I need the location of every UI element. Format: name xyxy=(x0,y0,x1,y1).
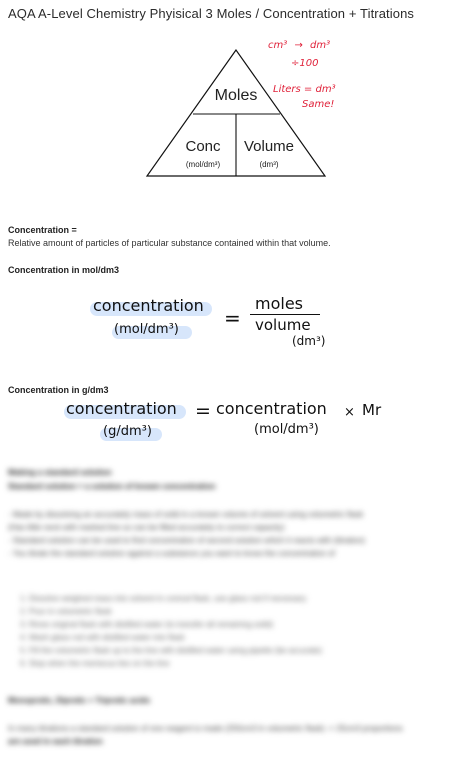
annotation-same: Same! xyxy=(302,99,335,110)
formula-mol-left-top: concentration xyxy=(93,296,204,315)
blurred-step-6: 6. Stop when the meniscus lies on the line xyxy=(20,659,170,668)
triangle-moles-label: Moles xyxy=(214,87,258,104)
blurred-content xyxy=(0,462,474,776)
annotation-arrow: → xyxy=(294,40,303,51)
concentration-definition: Relative amount of particles of particular substance contained within that volume. xyxy=(8,238,331,248)
formula-mol-numerator: moles xyxy=(255,294,303,313)
blurred-para-1: - Made by dissolving an accurately mass of solid in a known volume of solvent using volumetric flask xyxy=(8,510,364,519)
formula-g-left-bottom: (g/dm³) xyxy=(103,424,152,439)
blurred-heading-definition: Standard solution = a solution of known concentration xyxy=(8,482,216,491)
formula-g-left-top: concentration xyxy=(66,399,177,418)
annotation-liters: Liters = dm³ xyxy=(273,84,336,95)
triangle-conc-unit: (mol/dm³) xyxy=(185,160,221,169)
page-title: AQA A-Level Chemistry Phyisical 3 Moles / Concentration + Titrations xyxy=(8,6,414,21)
blurred-heading-standard-solution: Making a standard solution xyxy=(8,468,112,477)
formula-g-right-bottom: (mol/dm³) xyxy=(254,422,319,437)
formula-mol-equals: = xyxy=(224,306,241,330)
triangle-volume-label: Volume xyxy=(243,138,295,155)
blurred-step-3: 3. Rinse original flask with distilled water (to transfer all remaining solid) xyxy=(20,620,273,629)
blurred-para-6: are used in each titration xyxy=(8,737,103,746)
annotation-divide: ÷100 xyxy=(291,58,319,69)
blurred-para-4: - You titrate the standard solution against a substance you want to know the concentration of xyxy=(8,549,335,558)
blurred-step-1: 1. Dissolve weighed mass into solvent in conical flask, use glass rod if necessary xyxy=(20,594,307,603)
blurred-step-2: 2. Pour in volumetric flask xyxy=(20,607,112,616)
annotation-dm3: dm³ xyxy=(310,40,331,51)
blurred-para-3: - Standard solution can be used to find concentration of second solution which it reacts with (titration) xyxy=(8,536,366,545)
concentration-heading: Concentration = xyxy=(8,225,77,235)
g-heading: Concentration in g/dm3 xyxy=(8,385,109,395)
formula-mol-denominator-unit: (dm³) xyxy=(292,334,326,348)
triangle-volume-unit: (dm³) xyxy=(259,160,279,169)
formula-mol-left-bottom: (mol/dm³) xyxy=(114,322,179,337)
blurred-heading-acids: Monoprotic, Diprotic + Triprotic acids xyxy=(8,696,151,705)
formula-g-mr: Mr xyxy=(362,401,382,419)
annotation-cm3: cm³ xyxy=(268,40,288,51)
formula-mol-denominator: volume xyxy=(255,316,311,334)
blurred-step-5: 5. Fill the volumetric flask up to the line with distilled water using pipette (be accurate) xyxy=(20,646,322,655)
annotation-cm3-to-dm3 xyxy=(268,40,330,51)
blurred-para-2: (Has little neck with marked line so can be filled accurately to correct capacity) xyxy=(8,523,285,532)
blurred-step-4: 4. Wash glass rod with distilled water into flask xyxy=(20,633,185,642)
formula-g-equals: = xyxy=(195,400,211,422)
formula-g-right-top: concentration xyxy=(216,399,327,418)
triangle-conc-label: Conc xyxy=(185,138,221,155)
blurred-para-5: In many titrations a standard solution of one reagent is made (250cm3 in volumetric flask) -> 25cm3 proportions xyxy=(8,724,403,733)
formula-g-times: × xyxy=(344,405,355,420)
mol-heading: Concentration in mol/dm3 xyxy=(8,265,120,275)
